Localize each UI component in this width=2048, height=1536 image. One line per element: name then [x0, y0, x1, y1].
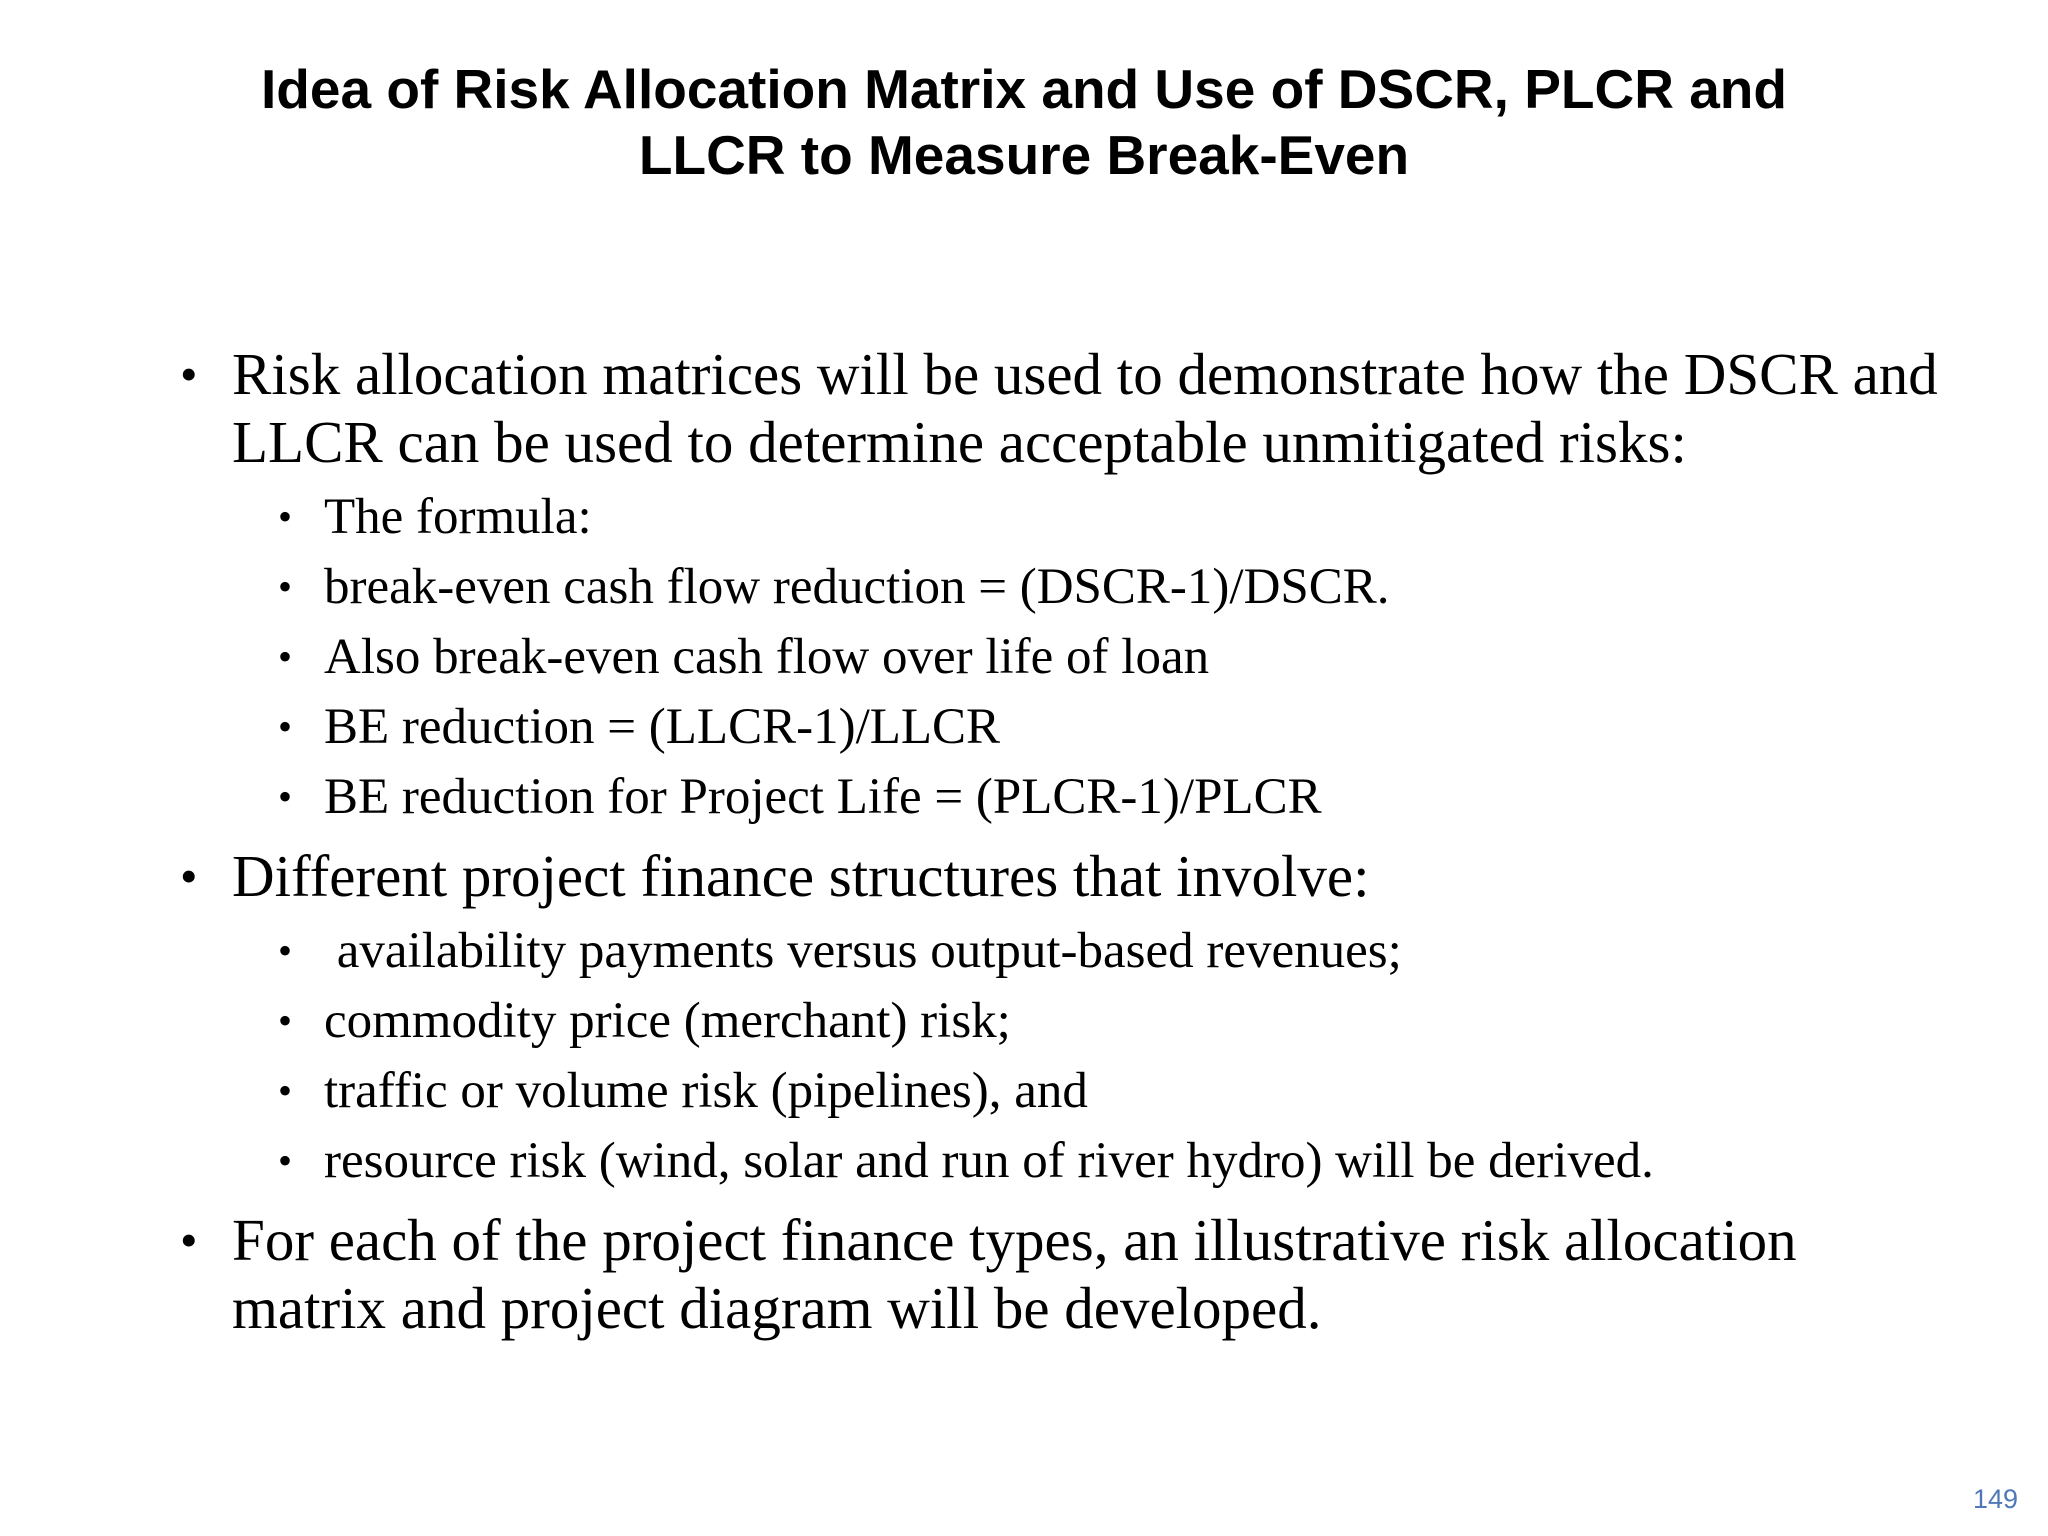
sub-bullet-text: traffic or volume risk (pipelines), and: [324, 1063, 1088, 1119]
sub-bullet-item: [180, 622, 1940, 692]
sub-bullet-dot-icon: •: [278, 634, 293, 679]
sub-bullet-dot-icon: •: [278, 928, 293, 973]
sub-bullet-text: commodity price (merchant) risk;: [324, 993, 1011, 1049]
sub-bullet-text: availability payments versus output-based revenues;: [324, 923, 1402, 979]
sub-bullet-dot-icon: •: [278, 774, 293, 819]
sub-bullet-item: [180, 552, 1940, 622]
sub-bullet-text: Also break-even cash flow over life of loan: [324, 629, 1210, 685]
sub-bullet-dot-icon: •: [278, 704, 293, 749]
sub-bullet-dot-icon: •: [278, 564, 293, 609]
bullet-item: [180, 340, 1940, 476]
sub-bullet-item: [180, 1126, 1940, 1196]
sub-bullet-text: break-even cash flow reduction = (DSCR-1)/DSCR.: [324, 559, 1390, 615]
bullet-text: Risk allocation matrices will be used to demonstrate how the DSCR and LLCR can be used to determine acceptable unmitigated risks:: [232, 341, 1938, 475]
sub-bullet-dot-icon: •: [278, 1068, 293, 1113]
sub-bullet-text: BE reduction for Project Life = (PLCR-1)/PLCR: [324, 769, 1322, 825]
sub-bullet-item: [180, 1056, 1940, 1126]
bullet-text: Different project finance structures that involve:: [232, 843, 1370, 909]
sub-bullet-text: resource risk (wind, solar and run of river hydro) will be derived.: [324, 1133, 1654, 1189]
slide-title: [0, 56, 2048, 188]
sub-bullet-text: The formula:: [324, 489, 592, 545]
page-number: 149: [1972, 1484, 2018, 1514]
slide-title-line-1: Idea of Risk Allocation Matrix and Use of DSCR, PLCR and: [261, 58, 1787, 120]
sub-bullet-dot-icon: •: [278, 494, 293, 539]
bullet-dot-icon: •: [180, 346, 198, 402]
sub-bullet-dot-icon: •: [278, 1138, 293, 1183]
sub-bullet-list: [180, 482, 1940, 832]
sub-bullet-item: [180, 762, 1940, 832]
bullet-dot-icon: •: [180, 1212, 198, 1268]
bullet-dot-icon: •: [180, 848, 198, 904]
bullet-item: [180, 1206, 1940, 1342]
sub-bullet-text: BE reduction = (LLCR-1)/LLCR: [324, 699, 1001, 755]
sub-bullet-item: [180, 916, 1940, 986]
bullet-item: [180, 842, 1940, 910]
bullet-list: [180, 340, 1940, 1342]
sub-bullet-list: [180, 916, 1940, 1196]
sub-bullet-item: [180, 692, 1940, 762]
sub-bullet-item: [180, 482, 1940, 552]
slide-title-line-2: LLCR to Measure Break-Even: [638, 124, 1410, 186]
bullet-text: For each of the project finance types, an illustrative risk allocation matrix and project diagram will be developed.: [232, 1207, 1797, 1341]
sub-bullet-dot-icon: •: [278, 998, 293, 1043]
sub-bullet-item: [180, 986, 1940, 1056]
